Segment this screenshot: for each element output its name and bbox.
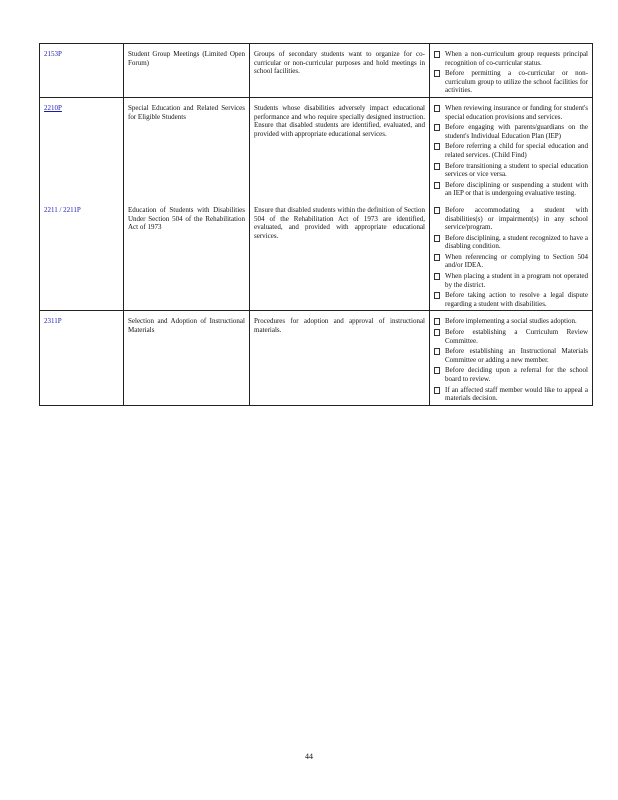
trigger-item — [434, 272, 588, 289]
trigger-list — [434, 206, 588, 309]
policy-title: Selection and Adoption of Instructional Materials — [124, 311, 250, 405]
trigger-text: Before establishing a Curriculum Review Committee. — [445, 328, 588, 345]
checkbox-bullet-icon — [434, 235, 440, 242]
policy-code-cell — [40, 44, 124, 98]
trigger-text: When reviewing insurance or funding for student's special education provisions and services. — [445, 103, 588, 121]
checkbox-bullet-icon — [434, 143, 440, 150]
trigger-item — [434, 206, 588, 232]
trigger-text: If an affected staff member would like to appeal a materials decision. — [445, 385, 588, 403]
trigger-item — [434, 104, 588, 121]
trigger-item — [434, 142, 588, 159]
policy-table-body — [40, 44, 593, 406]
trigger-item — [434, 366, 588, 383]
trigger-text: Before disciplining or suspending a student with an IEP or that is undergoing evaluative testing. — [445, 180, 588, 198]
policy-purpose: Procedures for adoption and approval of instructional materials. — [250, 311, 430, 405]
policy-row — [40, 44, 593, 98]
policy-row — [40, 311, 593, 405]
trigger-item — [434, 347, 588, 364]
trigger-item — [434, 386, 588, 403]
policy-triggers-cell — [430, 200, 593, 311]
policy-row — [40, 200, 593, 311]
trigger-text: Before establishing an Instructional Materials Committee or adding a new member. — [445, 347, 588, 364]
trigger-list — [434, 104, 588, 198]
trigger-text: Before disciplining, a student recognized to have a disabling condition. — [445, 233, 588, 251]
checkbox-bullet-icon — [434, 70, 440, 77]
trigger-list — [434, 317, 588, 402]
trigger-text: Before deciding upon a referral for the school board to review. — [445, 366, 588, 383]
trigger-item — [434, 123, 588, 140]
policy-row — [40, 97, 593, 199]
checkbox-bullet-icon — [434, 163, 440, 170]
checkbox-bullet-icon — [434, 51, 440, 58]
policy-triggers-cell — [430, 44, 593, 98]
trigger-text: Before transitioning a student to special education services or vice versa. — [445, 161, 588, 179]
policy-code-cell — [40, 97, 124, 199]
trigger-item — [434, 234, 588, 251]
trigger-text: Before implementing a social studies adoption. — [445, 317, 577, 326]
trigger-item — [434, 328, 588, 345]
trigger-item — [434, 69, 588, 95]
policy-code: 2210P — [44, 103, 62, 112]
policy-title: Student Group Meetings (Limited Open Forum) — [124, 44, 250, 98]
policy-code: 2211 / 2211P — [44, 205, 81, 214]
checkbox-bullet-icon — [434, 387, 440, 394]
policy-triggers-cell — [430, 311, 593, 405]
policy-title: Special Education and Related Services for Eligible Students — [124, 97, 250, 199]
checkbox-bullet-icon — [434, 318, 440, 325]
checkbox-bullet-icon — [434, 182, 440, 189]
policy-purpose: Groups of secondary students want to organize for co-curricular or non-curricular purposes and hold meetings in school facilities. — [250, 44, 430, 98]
checkbox-bullet-icon — [434, 329, 440, 336]
trigger-item — [434, 181, 588, 198]
policy-code: 2311P — [44, 317, 62, 326]
checkbox-bullet-icon — [434, 207, 440, 214]
policy-purpose: Students whose disabilities adversely impact educational performance and who require specially designed instruction. Ensure that disabled students are identified, evaluated, and provided with appropriate educational services. — [250, 97, 430, 199]
checkbox-bullet-icon — [434, 124, 440, 131]
policy-code: 2153P — [44, 50, 62, 58]
checkbox-bullet-icon — [434, 292, 440, 299]
trigger-text: Before accommodating a student with disabilities(s) or impairment(s) in any school service/program. — [445, 205, 588, 232]
checkbox-bullet-icon — [434, 105, 440, 112]
trigger-text: Before taking action to resolve a legal dispute regarding a student with disabilities. — [445, 291, 588, 308]
trigger-list — [434, 50, 588, 95]
policy-code-cell — [40, 200, 124, 311]
trigger-item — [434, 253, 588, 270]
policy-title: Education of Students with Disabilities Under Section 504 of the Rehabilitation Act of 1973 — [124, 200, 250, 311]
trigger-item — [434, 291, 588, 308]
policy-purpose: Ensure that disabled students within the definition of Section 504 of the Rehabilitation Act of 1973 are identified, evaluated, and provided with appropriate educational services. — [250, 200, 430, 311]
trigger-text: Before permitting a co-curricular or non-curriculum group to utilize the school facilities for activities. — [445, 69, 588, 95]
checkbox-bullet-icon — [434, 273, 440, 280]
checkbox-bullet-icon — [434, 367, 440, 374]
checkbox-bullet-icon — [434, 254, 440, 261]
trigger-text: Before engaging with parents/guardians on the student's Individual Education Plan (IEP) — [445, 123, 588, 140]
trigger-text: When placing a student in a program not operated by the district. — [445, 272, 588, 289]
page-number: 44 — [305, 752, 313, 761]
policy-triggers-cell — [430, 97, 593, 199]
trigger-item — [434, 50, 588, 67]
trigger-text: When a non-curriculum group requests principal recognition of co-curricular status. — [445, 50, 588, 67]
policy-code-cell — [40, 311, 124, 405]
trigger-text: When referencing or complying to Section 504 and/or IDEA. — [445, 252, 588, 270]
trigger-item — [434, 162, 588, 179]
trigger-item — [434, 317, 588, 326]
policy-table — [39, 43, 593, 406]
checkbox-bullet-icon — [434, 348, 440, 355]
trigger-text: Before referring a child for special education and related services. (Child Find) — [445, 142, 588, 159]
